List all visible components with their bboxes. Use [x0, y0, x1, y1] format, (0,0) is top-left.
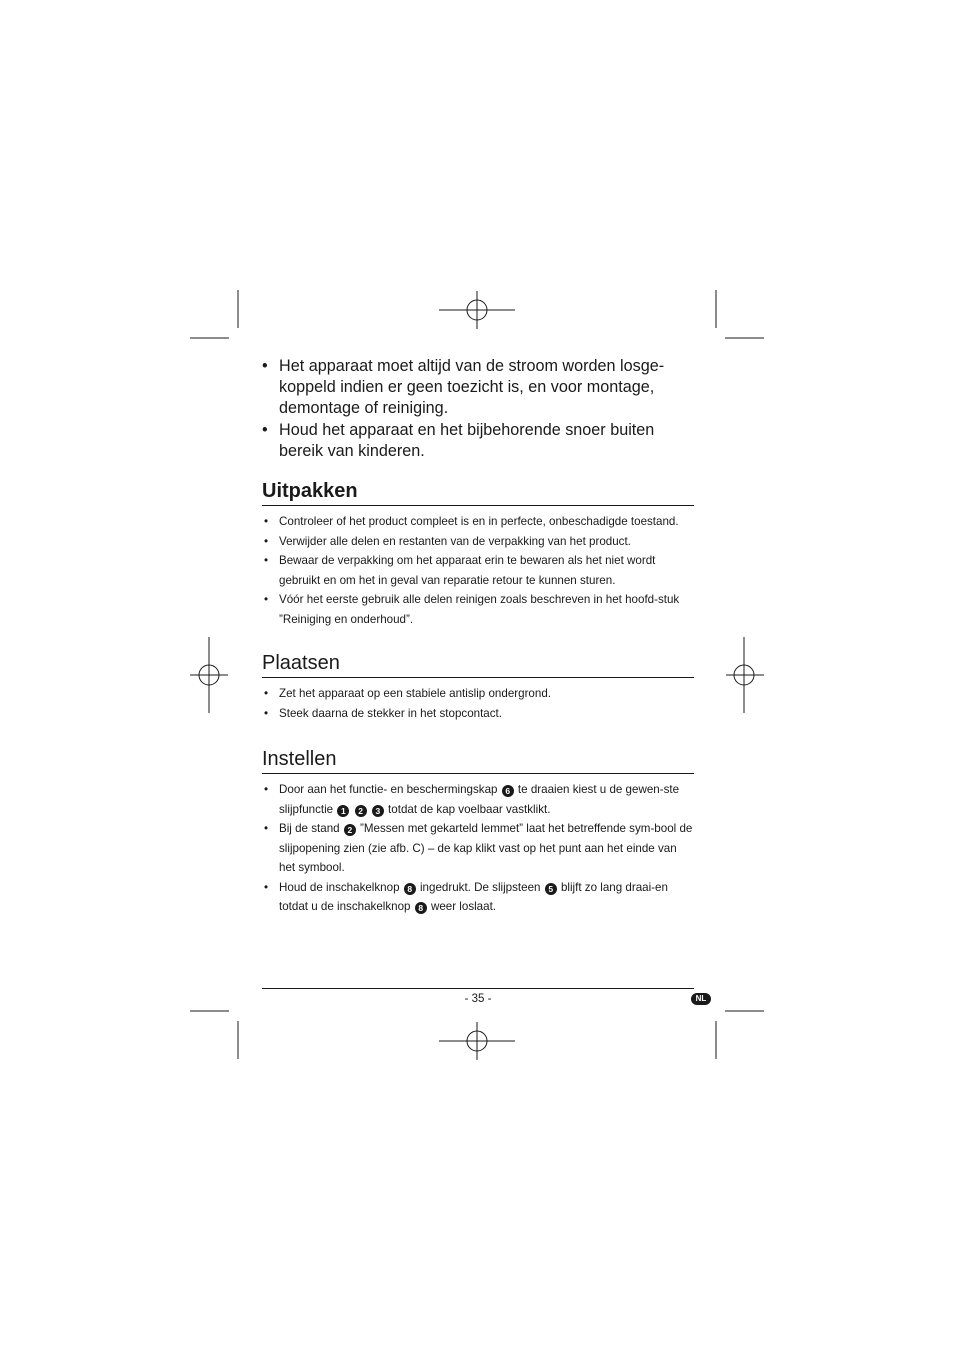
language-badge: NL	[691, 993, 711, 1005]
safety-warning-list	[262, 356, 694, 462]
page-footer	[262, 988, 694, 1005]
instellen-list	[262, 780, 694, 917]
list-item: • Steek daarna de stekker in het stopcontact.	[262, 704, 694, 724]
list-item: • Bij de stand 2 ”Messen met gekarteld lemmet” laat het betreffende sym-bool de slijpopening zien (zie afb. C) – de kap klikt vast op het punt aan het einde van het symbool.	[262, 819, 694, 878]
warning-item-disconnect: • Het apparaat moet altijd van de stroom worden losge-koppeld indien er geen toezicht is, en voor montage, demontage of reiniging.	[262, 356, 694, 419]
part-number-badge: 2	[355, 805, 367, 817]
section-title-plaatsen: Plaatsen	[262, 651, 694, 678]
part-number-badge: 1	[337, 805, 349, 817]
list-item: • Verwijder alle delen en restanten van de verpakking van het product.	[262, 532, 694, 552]
list-item: • Zet het apparaat op een stabiele antislip ondergrond.	[262, 684, 694, 704]
list-item: • Vóór het eerste gebruik alle delen reinigen zoals beschreven in het hoofd-stuk ”Reiniging en onderhoud”.	[262, 590, 694, 629]
part-number-badge: 3	[372, 805, 384, 817]
section-title-uitpakken: Uitpakken	[262, 479, 694, 506]
list-item: • Houd de inschakelknop 8 ingedrukt. De slijpsteen 5 blijft zo lang draai-en totdat u de inschakelknop 8 weer loslaat.	[262, 878, 694, 917]
warning-item-children: • Houd het apparaat en het bijbehorende snoer buiten bereik van kinderen.	[262, 420, 694, 462]
list-item: • Door aan het functie- en beschermingskap 6 te draaien kiest u de gewen-ste slijpfunctie 1 2 3 totdat de kap voelbaar vastklikt.	[262, 780, 694, 819]
section-title-instellen: Instellen	[262, 747, 694, 774]
list-item: • Bewaar de verpakking om het apparaat erin te bewaren als het niet wordt gebruikt en om het in geval van reparatie retour te kunnen sturen.	[262, 551, 694, 590]
part-number-badge: 8	[404, 883, 416, 895]
part-number-badge: 5	[545, 883, 557, 895]
uitpakken-list	[262, 512, 694, 629]
list-item: • Controleer of het product compleet is en in perfecte, onbeschadigde toestand.	[262, 512, 694, 532]
part-number-badge: 2	[344, 824, 356, 836]
part-number-badge: 8	[415, 902, 427, 914]
part-number-badge: 6	[502, 785, 514, 797]
page-content	[262, 356, 694, 917]
page-number: - 35 -	[464, 993, 492, 1005]
plaatsen-list	[262, 684, 694, 723]
